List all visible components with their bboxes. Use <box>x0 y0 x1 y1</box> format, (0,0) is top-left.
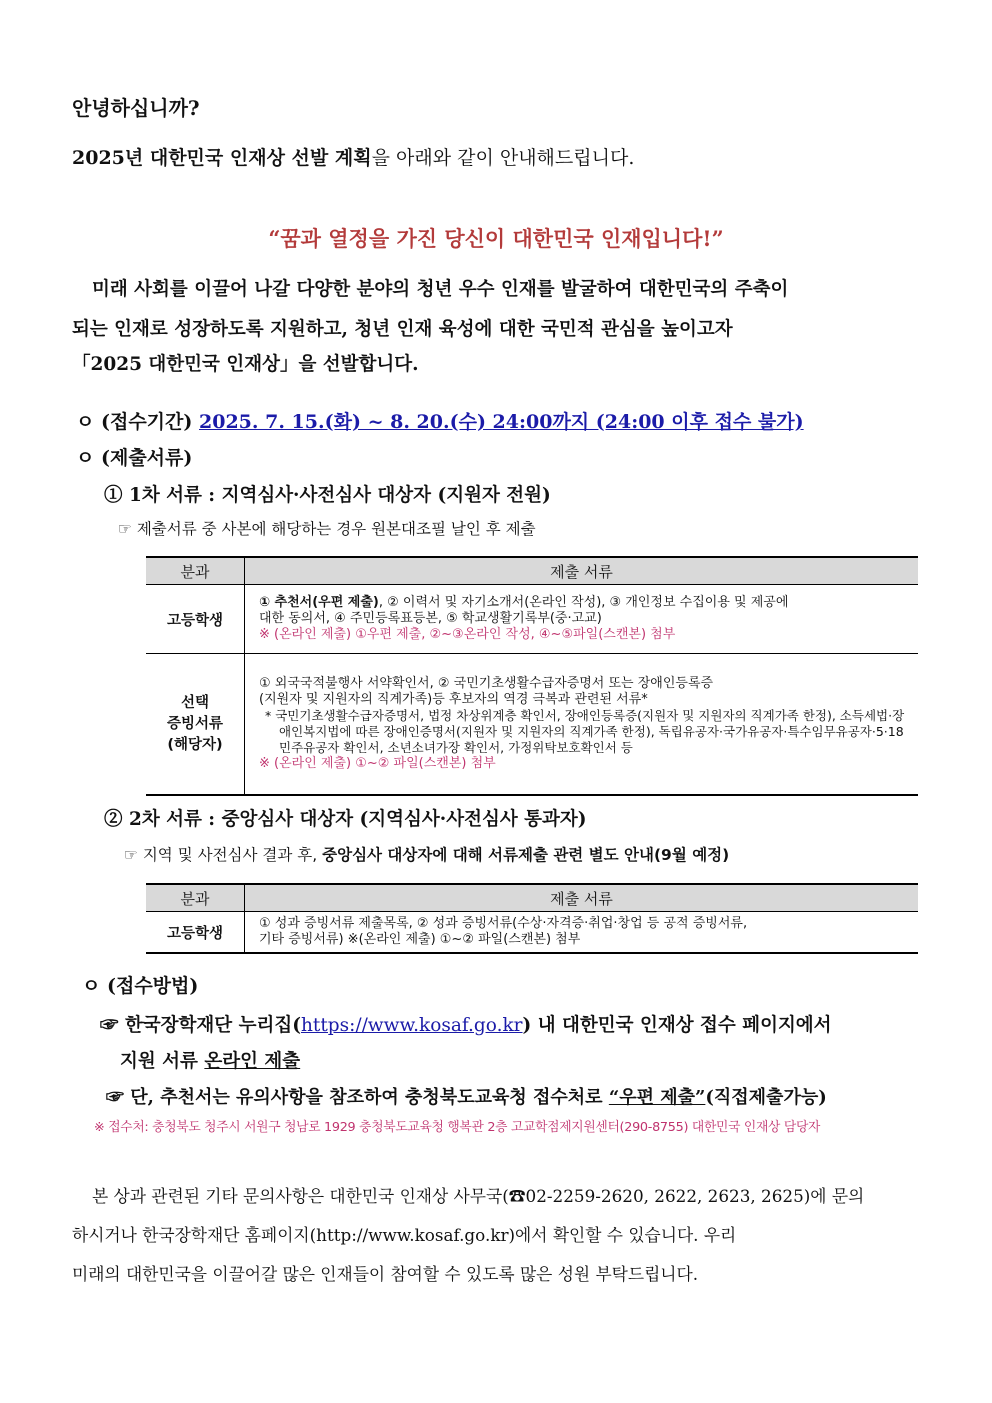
first-docs-note: ☞ 제출서류 중 사본에 해당하는 경우 원본대조필 날인 후 제출 <box>118 520 536 538</box>
period-value: 2025. 7. 15.(화) ~ 8. 20.(수) 24:00까지 (24:00 이후 접수 불가) <box>199 411 804 433</box>
paragraph-line-1: 미래 사회를 이끌어 나갈 다양한 분야의 청년 우수 인재를 발굴하여 대한민국의 주축이 <box>92 279 789 300</box>
period-section <box>76 407 804 434</box>
method-line2-a: 지원 서류 <box>120 1051 205 1072</box>
row2-line1: ① 외국국적불행사 서약확인서, ② 국민기초생활수급자증명서 또는 장애인등록증 <box>259 676 714 691</box>
row-documents <box>245 585 919 654</box>
second-docs-note <box>124 843 729 865</box>
first-docs-table <box>146 556 918 796</box>
header-documents: 제출 서류 <box>245 884 919 912</box>
method-line1-b: ) 내 대한민국 인재상 접수 페이지에서 <box>522 1015 832 1036</box>
row1-line2: 대한 동의서, ④ 주민등록표등본, ⑤ 학교생활기록부(중·고교) <box>259 611 602 626</box>
table-row <box>146 654 918 796</box>
intro-bold: 2025년 대한민국 인재상 선발 계획 <box>72 147 372 169</box>
method-label: ㅇ (접수방법) <box>82 975 199 997</box>
closing-line-3: 미래의 대한민국을 이끌어갈 많은 인재들이 참여할 수 있도록 많은 성원 부탁드립니다. <box>72 1264 699 1284</box>
method-line-3 <box>106 1083 827 1109</box>
slogan: “꿈과 열정을 가진 당신이 대한민국 인재입니다!” <box>268 226 724 251</box>
period-label: ㅇ (접수기간) <box>76 411 193 433</box>
greeting: 안녕하십니까? <box>72 96 200 120</box>
first-docs-title: ① 1차 서류 : 지역심사·사전심사 대상자 (지원자 전원) <box>104 485 551 506</box>
second-note-bold: 중앙심사 대상자에 대해 서류제출 관련 별도 안내(9월 예정) <box>322 846 730 864</box>
second-note-plain: ☞ 지역 및 사전심사 결과 후, <box>124 846 323 864</box>
row1-note: ※ (온라인 제출) ①우편 제출, ②~③온라인 작성, ④~⑤파일(스캔본) 첨부 <box>259 627 676 642</box>
row-documents <box>245 654 919 796</box>
second-row-line2: 기타 증빙서류) ※(온라인 제출) ①~② 파일(스캔본) 첨부 <box>259 932 581 947</box>
paragraph-line-3: 「2025 대한민국 인재상」을 선발합니다. <box>72 354 419 375</box>
method-line1-a: ☞ 한국장학재단 누리집( <box>100 1015 301 1036</box>
recommendation-letter: ① 추천서(우편 제출) <box>259 595 379 610</box>
second-row-line1: ① 성과 증빙서류 제출목록, ② 성과 증빙서류(수상·자격증·취업·창업 등 공적 증빙서류, <box>259 916 748 931</box>
row-category: 고등학생 <box>146 585 245 654</box>
kosaf-link[interactable]: https://www.kosaf.go.kr <box>300 1015 523 1036</box>
table-row <box>146 912 918 954</box>
row2-note: ※ (온라인 제출) ①~② 파일(스캔본) 첨부 <box>259 756 496 771</box>
header-category: 분과 <box>146 557 245 585</box>
mail-submit: “우편 제출” <box>608 1087 706 1108</box>
header-documents: 제출 서류 <box>245 557 919 585</box>
table-header <box>146 884 918 912</box>
header-category: 분과 <box>146 884 245 912</box>
method-line3-b: (직접제출가능) <box>705 1087 827 1108</box>
second-docs-table <box>146 883 918 954</box>
row-documents <box>245 912 919 954</box>
category-line: 선택 <box>180 694 209 711</box>
intro-line <box>72 143 634 170</box>
row2-star-note: * 국민기초생활수급자증명서, 법정 차상위계층 확인서, 장애인등록증(지원자 및 지원자의 직계가족 한정), 소득세법·장애인복지법에 따른 장애인증명서(지원자 및 지원자의 직계가족 한정), 독립유공자·국가유공자·특수임무유공자·5·18민주유공자 확인서, 소년소녀가장 확인서, 가정위탁보호확인서 등 <box>265 708 905 755</box>
table-row <box>146 585 918 654</box>
table-header <box>146 557 918 585</box>
submission-address: ※ 접수처: 충청북도 청주시 서원구 청남로 1929 충청북도교육청 행복관 2층 고교학점제지원센터(290-8755) 대한민국 인재상 담당자 <box>94 1120 821 1135</box>
method-line3-a: ☞ 단, 추천서는 유의사항을 참조하여 충청북도교육청 접수처로 <box>106 1087 609 1108</box>
closing-line-1: 본 상과 관련된 기타 문의사항은 대한민국 인재상 사무국(☎02-2259-2620, 2622, 2623, 2625)에 문의 <box>92 1186 865 1206</box>
method-line-2 <box>120 1047 300 1073</box>
second-docs-title: ② 2차 서류 : 중앙심사 대상자 (지역심사·사전심사 통과자) <box>104 809 587 830</box>
row-category <box>146 654 245 796</box>
row1-line1: , ② 이력서 및 자기소개서(온라인 작성), ③ 개인정보 수집이용 및 제공에 <box>378 595 789 610</box>
paragraph-line-2: 되는 인재로 성장하도록 지원하고, 청년 인재 육성에 대한 국민적 관심을 높이고자 <box>72 319 733 340</box>
category-line: 증빙서류 <box>166 715 224 732</box>
row-category: 고등학생 <box>146 912 245 954</box>
row2-line2: (지원자 및 지원자의 직계가족)등 후보자의 역경 극복과 관련된 서류* <box>259 692 648 707</box>
method-line-1 <box>100 1011 832 1037</box>
closing-line-2: 하시거나 한국장학재단 홈페이지(http://www.kosaf.go.kr)에서 확인할 수 있습니다. 우리 <box>72 1225 737 1245</box>
intro-rest: 을 아래와 같이 안내해드립니다. <box>371 147 635 169</box>
category-line: (해당자) <box>167 736 223 753</box>
online-submit: 온라인 제출 <box>204 1051 301 1072</box>
documents-label: ㅇ (제출서류) <box>76 447 193 469</box>
